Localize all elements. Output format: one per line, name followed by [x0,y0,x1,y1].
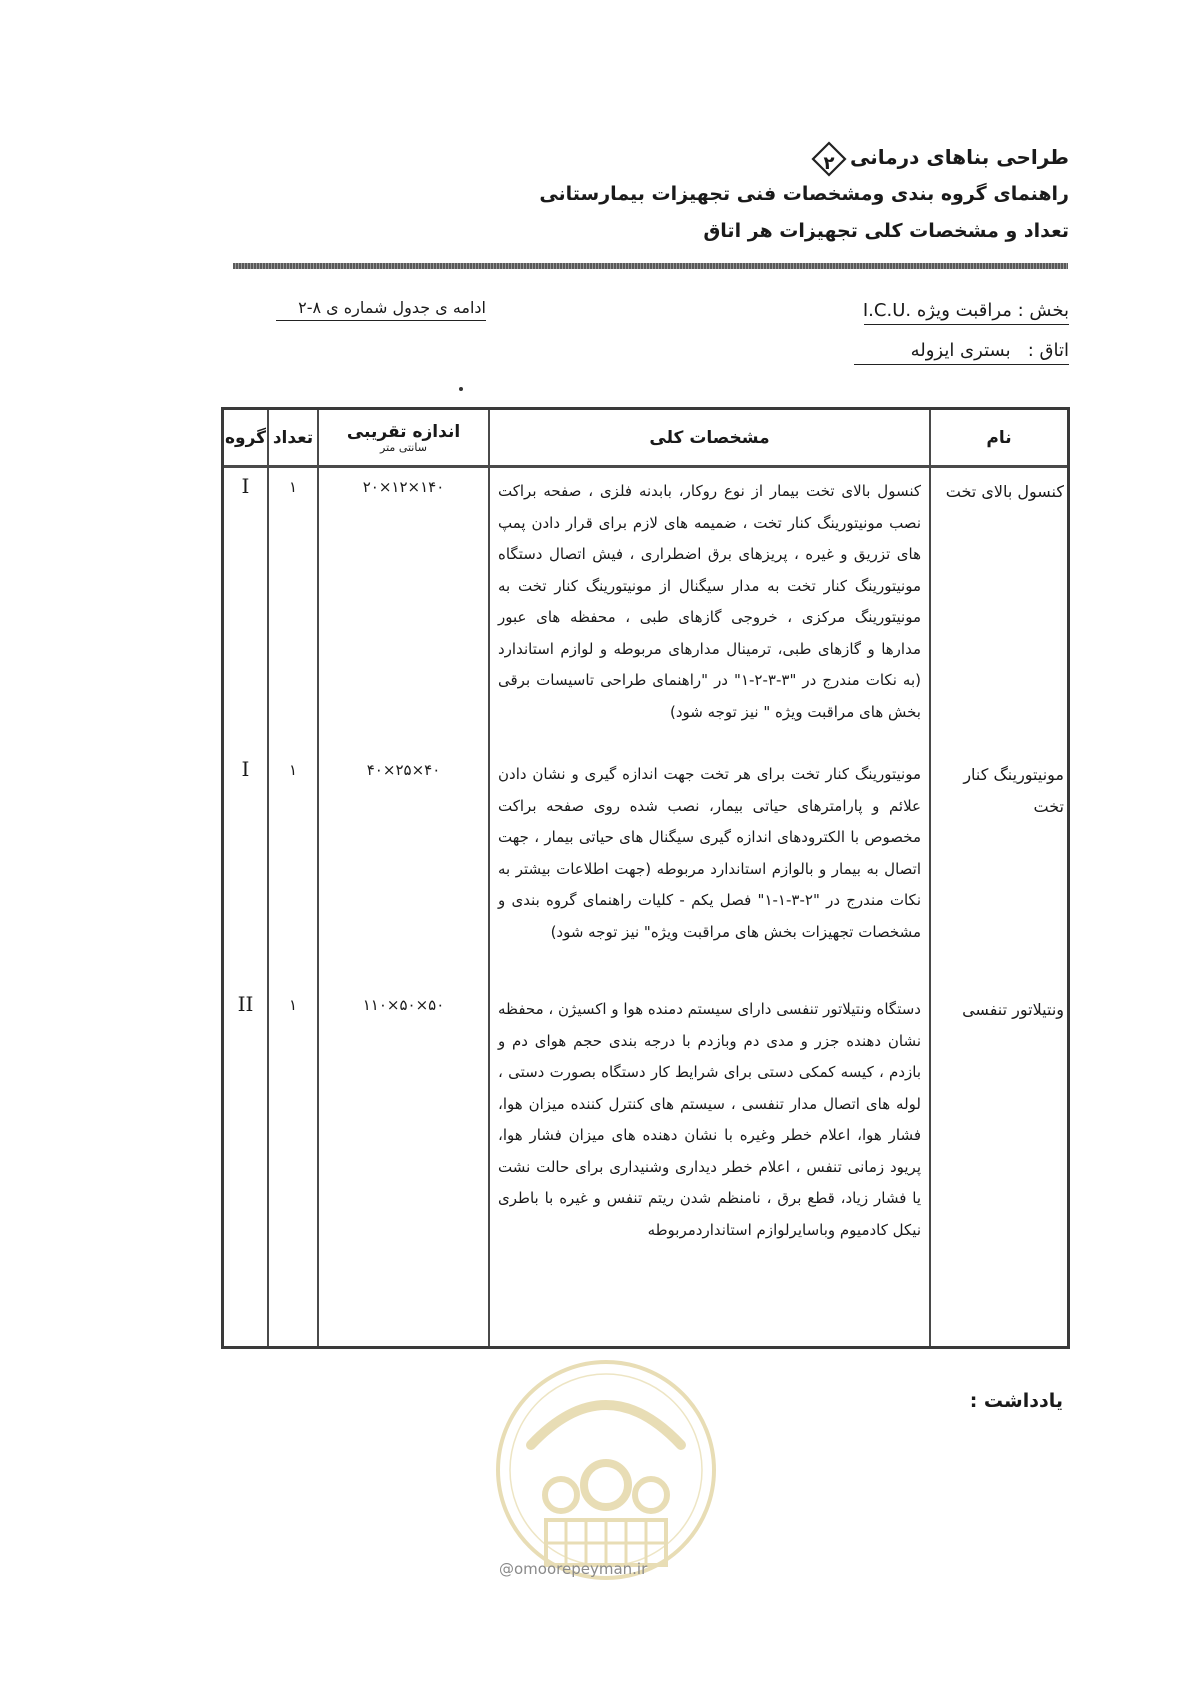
row1-name: کنسول بالای تخت [945,482,1064,501]
column-divider [929,410,931,1346]
book-title-text: طراحی بناهای درمانی [849,145,1069,169]
book-title [509,140,1069,177]
header-row-divider [224,465,1067,468]
row2-name: مونیتورینگ کنار تخت [963,765,1064,816]
page-subject: تعداد و مشخصات کلی تجهیزات هر اتاق [703,219,1069,242]
watermark-site: @omoorepeyman.ir [499,1560,648,1578]
column-divider [317,410,319,1346]
row3-size: ۵۰×۵۰×۱۱۰ [362,996,445,1014]
row3-name: ونتیلاتور تنفسی [962,1000,1064,1019]
header-size [319,410,488,465]
header-name: نام [986,427,1012,448]
row2-spec: مونیتورینگ کنار تخت برای هر تخت جهت اندازه گیری و نشان دادن علائم و پارامترهای حیاتی بیمار، نصب شده روی صفحه براکت مخصوص با الکترودهای اندازه گیری سیگنال های حیاتی بیمار ، جهت اتصال به بیمار و بالوازم استاندارد مربوطه (جهت اطلاعات بیشتر به نکات مندرج در "۲-۳-۱-۱" فصل یکم - کلیات راهنمای گروه بندی و مشخصات تجهیزات بخش های مراقبت ویژه" نیز توجه شود) [498,765,922,941]
header-spec: مشخصات کلی [649,427,770,448]
header-size-unit: سانتی متر [380,441,427,454]
notes-label: یادداشت : [969,1390,1063,1412]
row1-group: I [241,474,250,498]
column-divider [488,410,490,1346]
room-info [854,340,1069,365]
row2-group: I [241,757,250,781]
section-label: بخش : [1017,300,1069,321]
header-count: تعداد [272,427,314,448]
room-value: بستری ایزوله [910,340,1011,361]
section-info [864,300,1069,325]
row3-count: ۱ [288,996,298,1014]
table-continuation-note: ادامه ی جدول شماره ی ۸-۲ [276,298,486,321]
section-value: مراقبت ویژه .I.C.U [862,300,1012,321]
volume-badge [811,141,847,177]
equipment-table [221,407,1070,1349]
header-size-label: اندازه تقریبی [346,422,461,442]
column-divider [267,410,269,1346]
header-group: گروه [224,427,267,448]
row1-spec: کنسول بالای تخت بیمار از نوع روکار، بابدنه فلزی ، صفحه براکت نصب مونیتورینگ کنار تخت ، ضمیمه های لازم برای قرار دادن پمپ های تزریق و غیره ، پریزهای برق اضطراری ، فیش اتصال دستگاه مونیتورینگ کنار تخت به مدار سیگنال از مونیتورینگ کنار تخت به مونیتورینگ مرکزی ، خروجی گازهای طبی ، محفظه های عبور مدارها و گازهای طبی، ترمینال مدارهای مربوطه و لوازم استاندارد (به نکات مندرج در "۳-۳-۲-۱" در "راهنمای طراحی تاسیسات برقی بخش های مراقبت ویژه " نیز توجه شود) [498,482,921,721]
stray-dot [459,387,463,391]
header-divider [233,263,1068,269]
row3-spec: دستگاه ونتیلاتور تنفسی دارای سیستم دمنده هوا و اکسیژن ، محفظه نشان دهنده جزر و مدی دم وبازدم با درجه بندی حجم هوای دم و بازدم ، کیسه کمکی دستی برای شرایط کار دستگاه بصورت دستی ، لوله های اتصال مدار تنفسی ، سیستم های کنترل کننده میزان هوا، فشار هوا، اعلام خطر وغیره با نشان دهنده های میزان فشار هوا، پریود زمانی تنفس ، اعلام خطر دیداری وشنیداری برای حالت نشت یا فشار زیاد، قطع برق ، نامنظم شدن ریتم تنفس و غیره با باطری نیکل کادمیوم وباسایرلوازم استانداردمربوطه [498,1000,921,1239]
watermark-logo [491,1355,721,1595]
room-label: اتاق : [1027,340,1069,361]
guide-title: راهنمای گروه بندی ومشخصات فنی تجهیزات بیمارستانی [539,182,1069,205]
row1-count: ۱ [288,478,298,496]
row2-size: ۴۰×۲۵×۴۰ [366,761,441,779]
row3-group: II [237,992,254,1016]
row1-size: ۱۴۰×۱۲×۲۰ [362,478,445,496]
document-header [509,140,1069,251]
row2-count: ۱ [288,761,298,779]
volume-number: ۲ [823,152,835,174]
